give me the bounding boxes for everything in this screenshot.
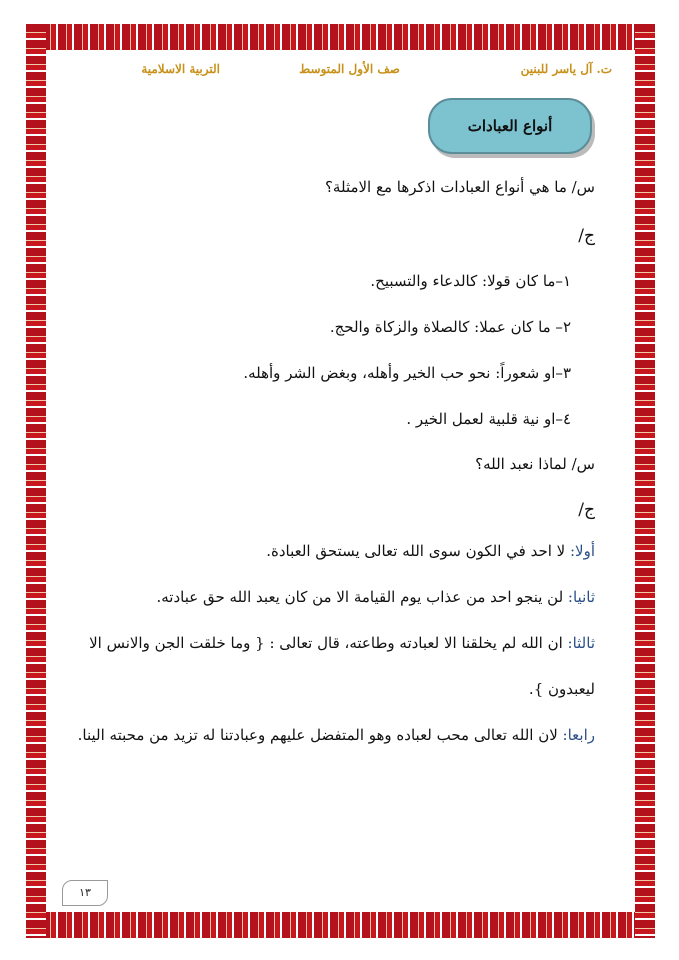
- lesson-title: أنواع العبادات: [428, 98, 592, 154]
- question-2: س/ لماذا نعبد الله؟: [475, 455, 595, 473]
- type-item-2: ٢– ما كان عملا: كالصلاة والزكاة والحج.: [329, 318, 571, 336]
- type-item-3: ٣–او شعوراً: نحو حب الخير وأهله، وبغض الشر وأهله.: [243, 364, 571, 382]
- reason-4: [78, 726, 595, 744]
- reason-3-continued: [529, 680, 595, 698]
- reason-text: لا احد في الكون سوى الله تعالى يستحق العبادة.: [266, 542, 570, 560]
- reason-label: أولا:: [569, 542, 595, 560]
- reason-text: ليعبدون }.: [528, 680, 595, 698]
- page-header: [60, 62, 620, 86]
- reason-label: ثانيا:: [567, 588, 595, 606]
- answer-1-label: ج/: [578, 226, 595, 246]
- decorative-border-left: [26, 24, 46, 938]
- decorative-border-top: [26, 24, 655, 50]
- reason-2: [157, 588, 596, 606]
- type-item-4: ٤–او نية قلبية لعمل الخير .: [406, 410, 571, 428]
- reason-text: لان الله تعالى محب لعباده وهو المتفضل عليهم وعبادتنا له تزيد من محبته الينا.: [77, 726, 563, 744]
- reason-3: [89, 634, 595, 652]
- answer-2-label: ج/: [578, 500, 595, 520]
- reason-text: ان الله لم يخلقنا الا لعبادته وطاعته، قال تعالى : { وما خلقت الجن والانس الا: [89, 634, 568, 652]
- reason-label: رابعا:: [562, 726, 595, 744]
- question-1: س/ ما هي أنواع العبادات اذكرها مع الامثلة؟: [324, 178, 595, 196]
- type-item-1: ١–ما كان قولا: كالدعاء والتسبيح.: [370, 272, 571, 290]
- header-class: صف الأول المتوسط: [299, 62, 400, 76]
- header-subject: التربية الاسلامية: [141, 62, 220, 76]
- page-number: ١٣: [62, 880, 108, 906]
- decorative-border-bottom: [26, 912, 655, 938]
- reason-1: [266, 542, 595, 560]
- reason-label: ثالثا:: [567, 634, 595, 652]
- header-teacher: ت. آل ياسر للبنين: [520, 62, 612, 76]
- decorative-border-right: [635, 24, 655, 938]
- reason-text: لن ينجو احد من عذاب يوم القيامة الا من كان يعبد الله حق عبادته.: [156, 588, 568, 606]
